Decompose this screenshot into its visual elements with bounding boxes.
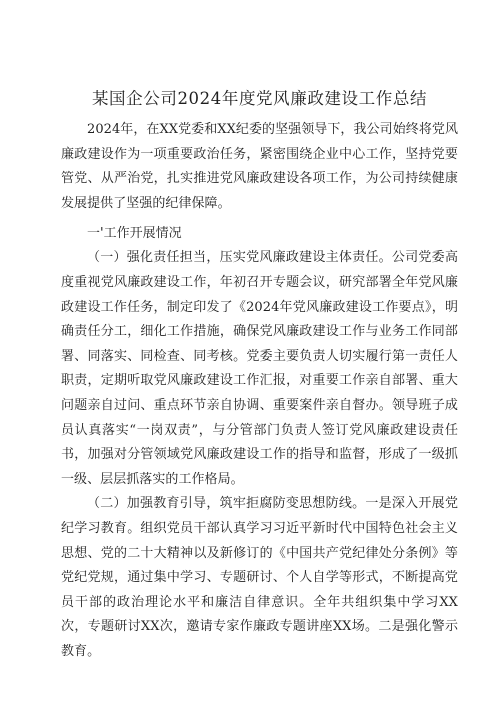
document-title: 某国企公司2024年度党风廉政建设工作总结 (91, 89, 428, 108)
paragraph-education: （二）加强教育引导，筑牢拒腐防变思想防线。一是深入开展党纪学习教育。组织党员干部认真学习习近平新时代中国特色社会主义思想、党的二十大精神以及新修订的《中国共产党纪律处分条例》等党纪党规，通过集中学习、专题研讨、个人自学等形式，不断提高党员干部的政治理论水平和廉洁自律意识。全年共组织集中学习XX次，专题研讨XX次，邀请专家作廉政专题讲座XX场。二是强化警示教育。 (61, 496, 458, 659)
section-heading: 一'工作开展情况 (87, 226, 182, 242)
intro-paragraph: 2024年，在XX党委和XX纪委的坚强领导下，我公司始终将党风廉政建设作为一项重要政治任务，紧密围绕企业中心工作，坚持党要管党、从严治党，扎实推进党风廉政建设各项工作，为公司持续健康发展提供了坚强的纪律保障。 (61, 122, 458, 211)
paragraph-responsibility: （一）强化责任担当，压实党风廉政建设主体责任。公司党委高度重视党风廉政建设工作，年初召开专题会议，研究部署全年党风廉政建设工作任务，制定印发了《2024年党风廉政建设工作要点》，明确责任分工，细化工作措施，确保党风廉政建设工作与业务工作同部署、同落实、同检查、同考核。党委主要负责人切实履行第一责任人职责，定期听取党风廉政建设工作汇报，对重要工作亲自部署、重大问题亲自过问、重点环节亲自协调、重要案件亲自督办。领导班子成员认真落实“一岗双责”，与分管部门负责人签订党风廉政建设责任书，加强对分管领域党风廉政建设工作的指导和监督，形成了一级抓一级、层层抓落实的工作格局。 (61, 250, 458, 487)
